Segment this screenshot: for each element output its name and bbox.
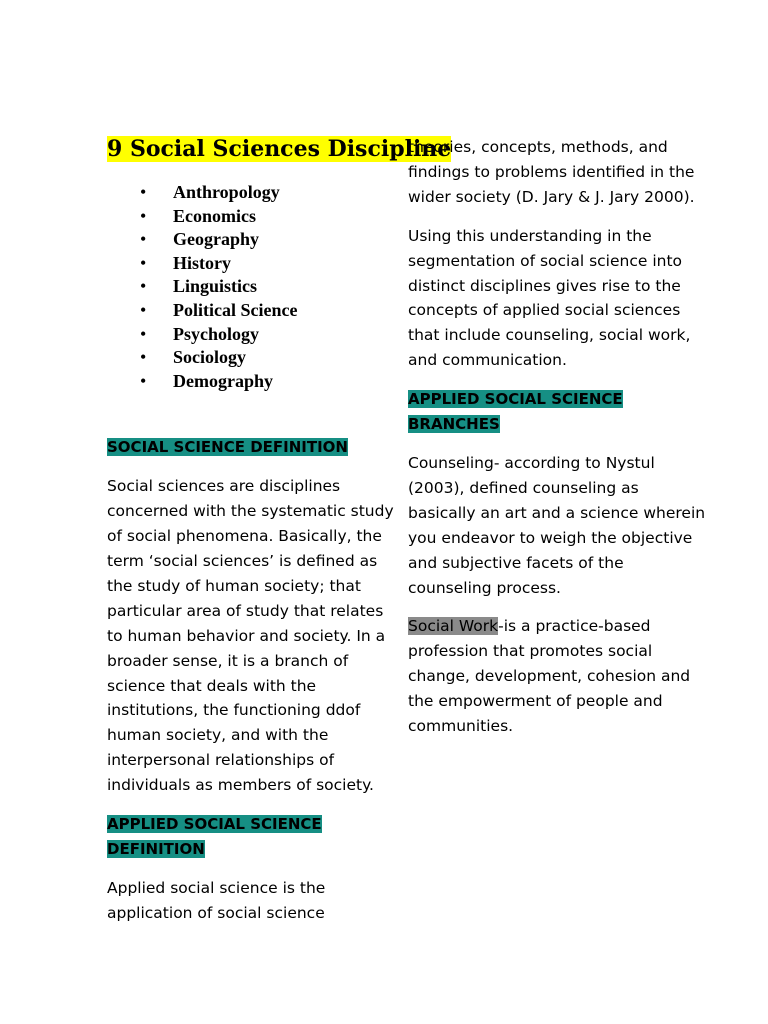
discipline-label: Economics: [173, 205, 256, 226]
bullet-icon: •: [140, 347, 147, 368]
bullet-icon: •: [140, 276, 147, 297]
left-column: [107, 134, 452, 926]
applied-heading-line-1: APPLIED SOCIAL SCIENCE: [107, 815, 322, 834]
definition-heading-label: SOCIAL SCIENCE DEFINITION: [107, 438, 348, 457]
discipline-label: Political Science: [173, 299, 298, 320]
discipline-list: [107, 181, 402, 393]
social-work-term: Social Work: [408, 617, 499, 636]
branches-heading-line-1: APPLIED SOCIAL SCIENCE: [408, 390, 623, 409]
counseling-paragraph: Counseling- according to Nystul (2003), defined counseling as basically an art and a science wherein you endeavor to weigh the objective and subjective facets of the counseling process.: [408, 453, 706, 597]
bullet-icon: •: [140, 370, 147, 391]
bullet-icon: •: [140, 299, 147, 320]
bullet-icon: •: [140, 229, 147, 250]
continuation-paragraph: theories, concepts, methods, and findings to problems identified in the wider society (D. Jary & J. Jary 2000).: [408, 138, 695, 206]
branches-heading-line-2: BRANCHES: [408, 415, 500, 434]
discipline-label: Sociology: [173, 347, 247, 368]
definition-paragraph: Social sciences are disciplines concerned with the systematic study of social phenomena. Basically, the term ‘social sciences’ is defined as the study of human society; that particular area of study that relates to human behavior and society. In a broader sense, it is a branch of science that deals with the institutions, the functioning ddof human society, and with the interpersonal relationships of individuals as members of society.: [107, 477, 394, 795]
list-item: [140, 299, 402, 323]
list-item: [140, 346, 402, 370]
document-title: [107, 134, 452, 164]
list-item: [140, 323, 402, 347]
discipline-label: Psychology: [173, 323, 260, 344]
applied-heading-line-2: DEFINITION: [107, 839, 205, 858]
bullet-icon: •: [140, 205, 147, 226]
applied-definition-heading: [107, 812, 402, 862]
list-item: [140, 205, 402, 229]
definition-heading: [107, 435, 402, 460]
discipline-label: Anthropology: [173, 182, 280, 202]
branches-heading: [408, 387, 708, 437]
applied-definition-paragraph: Applied social science is the application of social science: [107, 878, 326, 922]
discipline-label: Geography: [173, 229, 260, 250]
list-item: [140, 275, 402, 299]
bullet-icon: •: [140, 323, 147, 344]
discipline-label: History: [173, 252, 231, 273]
social-work-paragraph: [408, 614, 708, 739]
social-work-description: -is a practice-based profession that promotes social change, development, cohesion and the empowerment of people and communities.: [408, 617, 691, 736]
list-item: [140, 228, 402, 252]
list-item: [140, 181, 402, 205]
discipline-label: Linguistics: [173, 276, 258, 297]
title-highlight: 9 Social Sciences Discipline: [107, 136, 452, 162]
discipline-label: Demography: [173, 370, 273, 391]
right-column: [408, 135, 708, 739]
bullet-icon: •: [140, 252, 147, 273]
list-item: [140, 370, 402, 394]
bullet-icon: •: [140, 182, 147, 202]
list-item: [140, 252, 402, 276]
understanding-paragraph: Using this understanding in the segmentation of social science into distinct disciplines gives rise to the concepts of applied social sciences that include counseling, social work, and communication.: [408, 226, 691, 370]
